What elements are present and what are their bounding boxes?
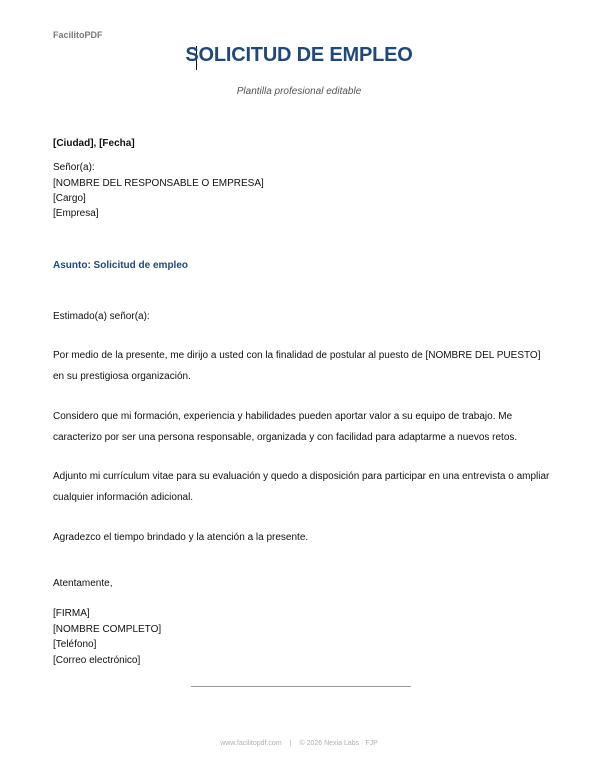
footer-copyright: © 2026 Nexia Labs · FJP	[299, 740, 378, 747]
signature-divider	[191, 686, 411, 687]
document-subtitle[interactable]: Plantilla profesional editable	[236, 86, 362, 97]
greeting[interactable]: Estimado(a) señor(a):	[53, 311, 150, 322]
signature-phone[interactable]: [Teléfono]	[53, 639, 97, 650]
footer-website: www.facilitopdf.com	[220, 740, 282, 747]
recipient-salutation[interactable]: Señor(a):	[53, 162, 95, 173]
paragraph-2[interactable]: Considero que mi formación, experiencia y habilidades pueden aportar valor a su equipo de trabajo. Me caracterizo por ser una persona responsable, organizada y con facilidad para adaptarme a nuevos retos.	[53, 411, 518, 443]
signature-name[interactable]: [NOMBRE COMPLETO]	[53, 624, 162, 635]
signature-email[interactable]: [Correo electrónico]	[53, 655, 141, 666]
paragraph-3[interactable]: Adjunto mi currículum vitae para su evaluación y quedo a disposición para participar en una entrevista o ampliar cualquier información adicional.	[53, 471, 550, 503]
brand-label: FacilitoPDF	[53, 30, 103, 40]
paragraph-1[interactable]: Por medio de la presente, me dirijo a usted con la finalidad de postular al puesto de [NOMBRE DEL PUESTO] en su prestigiosa organización.	[53, 350, 541, 382]
closing[interactable]: Atentamente,	[53, 578, 113, 589]
footer-separator: |	[289, 740, 292, 747]
footer	[0, 740, 598, 747]
paragraph-4[interactable]: Agradezco el tiempo brindado y la atención a la presente.	[53, 532, 309, 543]
document-title[interactable]: SOLICITUD DE EMPLEO	[185, 44, 413, 66]
recipient-name[interactable]: [NOMBRE DEL RESPONSABLE O EMPRESA]	[53, 178, 264, 189]
subject-line[interactable]: Asunto: Solicitud de empleo	[53, 260, 189, 271]
recipient-position[interactable]: [Cargo]	[53, 193, 86, 204]
signature-firma[interactable]: [FIRMA]	[53, 608, 90, 619]
recipient-company[interactable]: [Empresa]	[53, 208, 99, 219]
place-date[interactable]: [Ciudad], [Fecha]	[53, 138, 135, 149]
